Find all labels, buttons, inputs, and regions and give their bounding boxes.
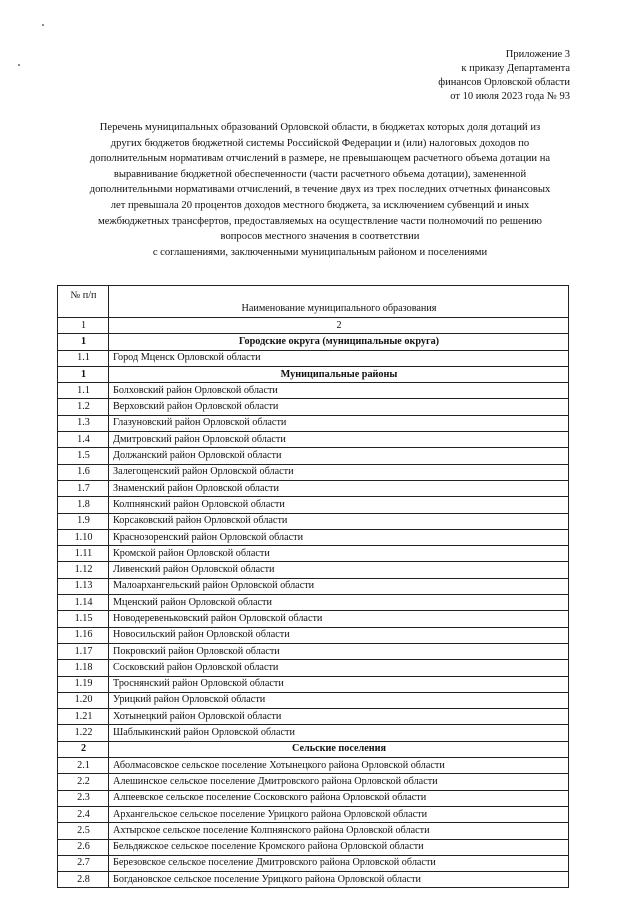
- municipality-name: Кромской район Орловской области: [109, 546, 569, 562]
- municipality-name: Аболмасовское сельское поселение Хотынецкого района Орловской области: [109, 758, 569, 774]
- table-row: [58, 611, 569, 627]
- table-row: [58, 758, 569, 774]
- title-line: выравнивание бюджетной обеспеченности (части расчетного объема дотации), замененной: [113, 168, 527, 180]
- header-num: № п/п: [58, 286, 109, 318]
- municipality-name: Урицкий район Орловской области: [109, 692, 569, 708]
- title-line: дополнительными нормативами отчислений, в течение двух из трех последних отчетных финансовых: [89, 184, 551, 196]
- table-row: [58, 399, 569, 415]
- row-number: 1.1: [58, 383, 109, 399]
- row-number: 1.10: [58, 529, 109, 545]
- municipality-name: Дмитровский район Орловской области: [109, 432, 569, 448]
- row-number: 1.8: [58, 497, 109, 513]
- row-number: 2.6: [58, 839, 109, 855]
- table-header-row: [58, 286, 569, 318]
- municipality-name: Троснянский район Орловской области: [109, 676, 569, 692]
- municipality-name: Новодеревеньковский район Орловской области: [109, 611, 569, 627]
- row-number: 1.6: [58, 464, 109, 480]
- table-row: [58, 823, 569, 839]
- municipality-name: Залегощенский район Орловской области: [109, 464, 569, 480]
- appendix-line: к приказу Департамента: [461, 63, 570, 74]
- table-row: [58, 872, 569, 888]
- municipality-name: Архангельское сельское поселение Урицкого района Орловской области: [109, 806, 569, 822]
- row-number: 2.4: [58, 806, 109, 822]
- municipality-name: Богдановское сельское поселение Урицкого района Орловской области: [109, 872, 569, 888]
- municipality-name: Глазуновский район Орловской области: [109, 415, 569, 431]
- municipality-name: Хотынецкий район Орловской области: [109, 709, 569, 725]
- row-number: 2.3: [58, 790, 109, 806]
- row-number: 2.1: [58, 758, 109, 774]
- municipality-name: Корсаковский район Орловской области: [109, 513, 569, 529]
- table-row: [58, 595, 569, 611]
- appendix-line: Приложение 3: [505, 49, 570, 60]
- table-row: [58, 709, 569, 725]
- title-line: лет превышала 20 процентов доходов местного бюджета, за исключением субвенций и иных: [110, 199, 530, 211]
- row-number: 1.20: [58, 692, 109, 708]
- table-row: [58, 513, 569, 529]
- row-number: 1.16: [58, 627, 109, 643]
- row-number: 1.19: [58, 676, 109, 692]
- table-row: [58, 448, 569, 464]
- title-line: других бюджетов бюджетной системы Российской Федерации и (или) налоговых доходов по: [110, 137, 530, 149]
- table-row: [58, 529, 569, 545]
- column-number: 2: [109, 318, 569, 334]
- title-line: межбюджетных трансфертов, предоставляемых на осуществление части полномочий по решению: [98, 215, 542, 227]
- row-number: 1.5: [58, 448, 109, 464]
- row-number: 2: [58, 741, 109, 757]
- table-row: [58, 432, 569, 448]
- municipality-name: Бельдяжское сельское поселение Кромского района Орловской области: [109, 839, 569, 855]
- table-row: [58, 415, 569, 431]
- row-number: 1.2: [58, 399, 109, 415]
- municipality-name: Покровский район Орловской области: [109, 643, 569, 659]
- municipality-name: Болховский район Орловской области: [109, 383, 569, 399]
- title-line: Перечень муниципальных образований Орловской области, в бюджетах которых доля дотаций из: [99, 122, 541, 133]
- municipality-name: Малоархангельский район Орловской области: [109, 578, 569, 594]
- row-number: 1.13: [58, 578, 109, 594]
- table-row: [58, 676, 569, 692]
- table-row: [58, 839, 569, 855]
- municipality-name: Мценский район Орловской области: [109, 595, 569, 611]
- table-row: [58, 627, 569, 643]
- title-line: с соглашениями, заключенными муниципальным районом и поселениями: [152, 246, 488, 258]
- row-number: 1: [58, 366, 109, 382]
- column-number-row: [58, 318, 569, 334]
- appendix-header: [438, 48, 570, 104]
- section-row: [58, 334, 569, 350]
- row-number: 1.9: [58, 513, 109, 529]
- municipality-name: Сосковский район Орловской области: [109, 660, 569, 676]
- row-number: 2.2: [58, 774, 109, 790]
- table-row: [58, 790, 569, 806]
- table-row: [58, 350, 569, 366]
- table-row: [58, 383, 569, 399]
- document-title: [55, 120, 585, 260]
- section-row: [58, 741, 569, 757]
- table-row: [58, 725, 569, 741]
- row-number: 1.21: [58, 709, 109, 725]
- municipality-name: Город Мценск Орловской области: [109, 350, 569, 366]
- municipality-name: Колпнянский район Орловской области: [109, 497, 569, 513]
- row-number: 1.18: [58, 660, 109, 676]
- row-number: 2.7: [58, 855, 109, 871]
- row-number: 1.17: [58, 643, 109, 659]
- section-title: Муниципальные районы: [109, 366, 569, 382]
- municipality-name: Алешинское сельское поселение Дмитровского района Орловской области: [109, 774, 569, 790]
- municipality-name: Ахтырское сельское поселение Колпнянского района Орловской области: [109, 823, 569, 839]
- table-row: [58, 660, 569, 676]
- municipality-name: Краснозоренский район Орловской области: [109, 529, 569, 545]
- scan-speck: [42, 24, 44, 26]
- appendix-line: от 10 июля 2023 года № 93: [450, 91, 570, 102]
- table-row: [58, 774, 569, 790]
- row-number: 1.1: [58, 350, 109, 366]
- table-row: [58, 578, 569, 594]
- municipality-name: Должанский район Орловской области: [109, 448, 569, 464]
- title-line: вопросов местного значения в соответствии: [220, 231, 420, 243]
- table-row: [58, 806, 569, 822]
- municipality-name: Шаблыкинский район Орловской области: [109, 725, 569, 741]
- appendix-line: финансов Орловской области: [438, 77, 570, 88]
- municipality-name: Березовское сельское поселение Дмитровского района Орловской области: [109, 855, 569, 871]
- section-title: Городские округа (муниципальные округа): [109, 334, 569, 350]
- municipality-name: Алпеевское сельское поселение Сосковского района Орловской области: [109, 790, 569, 806]
- municipality-name: Верховский район Орловской области: [109, 399, 569, 415]
- row-number: 1: [58, 334, 109, 350]
- table-row: [58, 497, 569, 513]
- row-number: 1.4: [58, 432, 109, 448]
- municipality-name: Ливенский район Орловской области: [109, 562, 569, 578]
- row-number: 1.7: [58, 480, 109, 496]
- section-title: Сельские поселения: [109, 741, 569, 757]
- row-number: 1.12: [58, 562, 109, 578]
- section-row: [58, 366, 569, 382]
- row-number: 1.15: [58, 611, 109, 627]
- table-row: [58, 643, 569, 659]
- header-name: Наименование муниципального образования: [109, 286, 569, 318]
- table-row: [58, 855, 569, 871]
- table-row: [58, 562, 569, 578]
- municipality-name: Новосильский район Орловской области: [109, 627, 569, 643]
- table-row: [58, 480, 569, 496]
- table-row: [58, 546, 569, 562]
- row-number: 2.8: [58, 872, 109, 888]
- title-line: дополнительным нормативам отчислений в размере, не превышающем расчетного объема дотации на: [89, 153, 551, 165]
- table-row: [58, 692, 569, 708]
- row-number: 1.14: [58, 595, 109, 611]
- row-number: 1.22: [58, 725, 109, 741]
- row-number: 1.3: [58, 415, 109, 431]
- municipality-name: Знаменский район Орловской области: [109, 480, 569, 496]
- row-number: 2.5: [58, 823, 109, 839]
- table-row: [58, 464, 569, 480]
- column-number: 1: [58, 318, 109, 334]
- scan-speck: [18, 64, 20, 66]
- municipalities-table: [57, 285, 569, 888]
- row-number: 1.11: [58, 546, 109, 562]
